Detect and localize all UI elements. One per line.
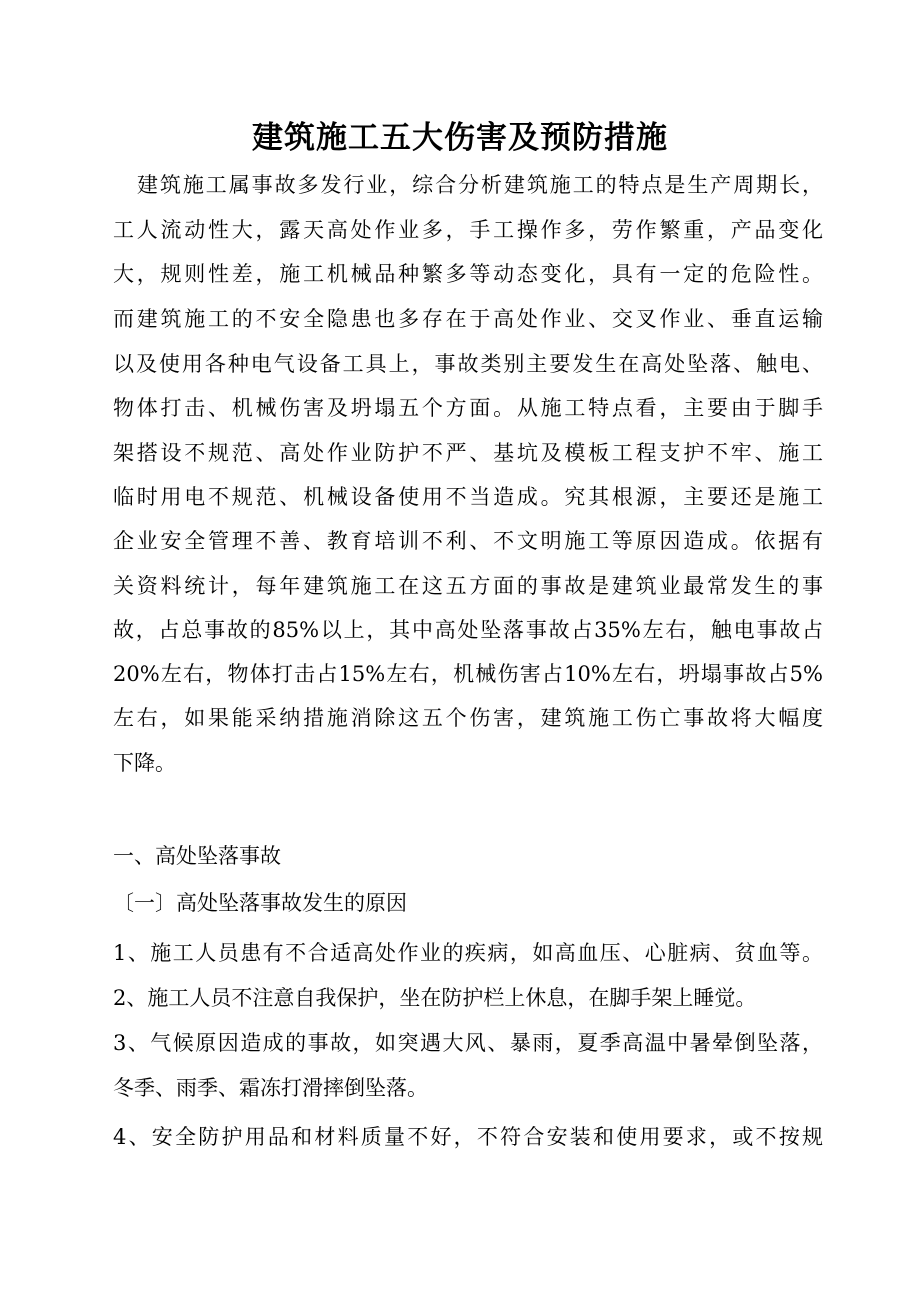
intro-line: 大，规则性差，施工机械品种繁多等动态变化，具有一定的危险性。 bbox=[113, 262, 823, 286]
intro-line: 企业安全管理不善、教育培训不利、不文明施工等原因造成。依据有 bbox=[113, 529, 823, 553]
intro-line: 20%左右，物体打击占15%左右，机械伤害占10%左右，坍塌事故占5% bbox=[113, 662, 823, 686]
intro-line: 临时用电不规范、机械设备使用不当造成。究其根源，主要还是施工 bbox=[113, 485, 823, 509]
intro-line: 架搭设不规范、高处作业防护不严、基坑及模板工程支护不牢、施工 bbox=[113, 441, 823, 465]
section-heading: 一、高处坠落事故 bbox=[113, 844, 281, 868]
intro-line: 下降。 bbox=[113, 751, 176, 775]
intro-line: 故，占总事故的85%以上，其中高处坠落事故占35%左右，触电事故占 bbox=[113, 618, 823, 642]
intro-line: 物体打击、机械伤害及坍塌五个方面。从施工特点看，主要由于脚手 bbox=[113, 396, 823, 420]
intro-line: 而建筑施工的不安全隐患也多存在于高处作业、交叉作业、垂直运输 bbox=[113, 307, 823, 331]
cause-line: 3、气候原因造成的事故，如突遇大风、暴雨，夏季高温中暑晕倒坠落， bbox=[113, 1031, 823, 1055]
cause-line: 4、安全防护用品和材料质量不好，不符合安装和使用要求，或不按规 bbox=[113, 1125, 823, 1149]
document-title: 建筑施工五大伤害及预防措施 bbox=[252, 120, 668, 156]
intro-line: 以及使用各种电气设备工具上，事故类别主要发生在高处坠落、触电、 bbox=[113, 352, 823, 376]
cause-line: 2、施工人员不注意自我保护，坐在防护栏上休息，在脚手架上睡觉。 bbox=[113, 986, 757, 1010]
intro-line: 工人流动性大，露天高处作业多，手工操作多，劳作繁重，产品变化 bbox=[113, 218, 823, 242]
subsection-heading: 〔一〕高处坠落事故发生的原因 bbox=[113, 891, 407, 915]
intro-line: 左右，如果能采纳措施消除这五个伤害，建筑施工伤亡事故将大幅度 bbox=[113, 706, 823, 730]
intro-line: 建筑施工属事故多发行业，综合分析建筑施工的特点是生产周期长， bbox=[137, 173, 823, 197]
cause-line: 1、施工人员患有不合适高处作业的疾病，如高血压、心脏病、贫血等。 bbox=[113, 941, 823, 965]
cause-line: 冬季、雨季、霜冻打滑摔倒坠落。 bbox=[113, 1076, 428, 1100]
intro-line: 关资料统计，每年建筑施工在这五方面的事故是建筑业最常发生的事 bbox=[113, 574, 823, 598]
